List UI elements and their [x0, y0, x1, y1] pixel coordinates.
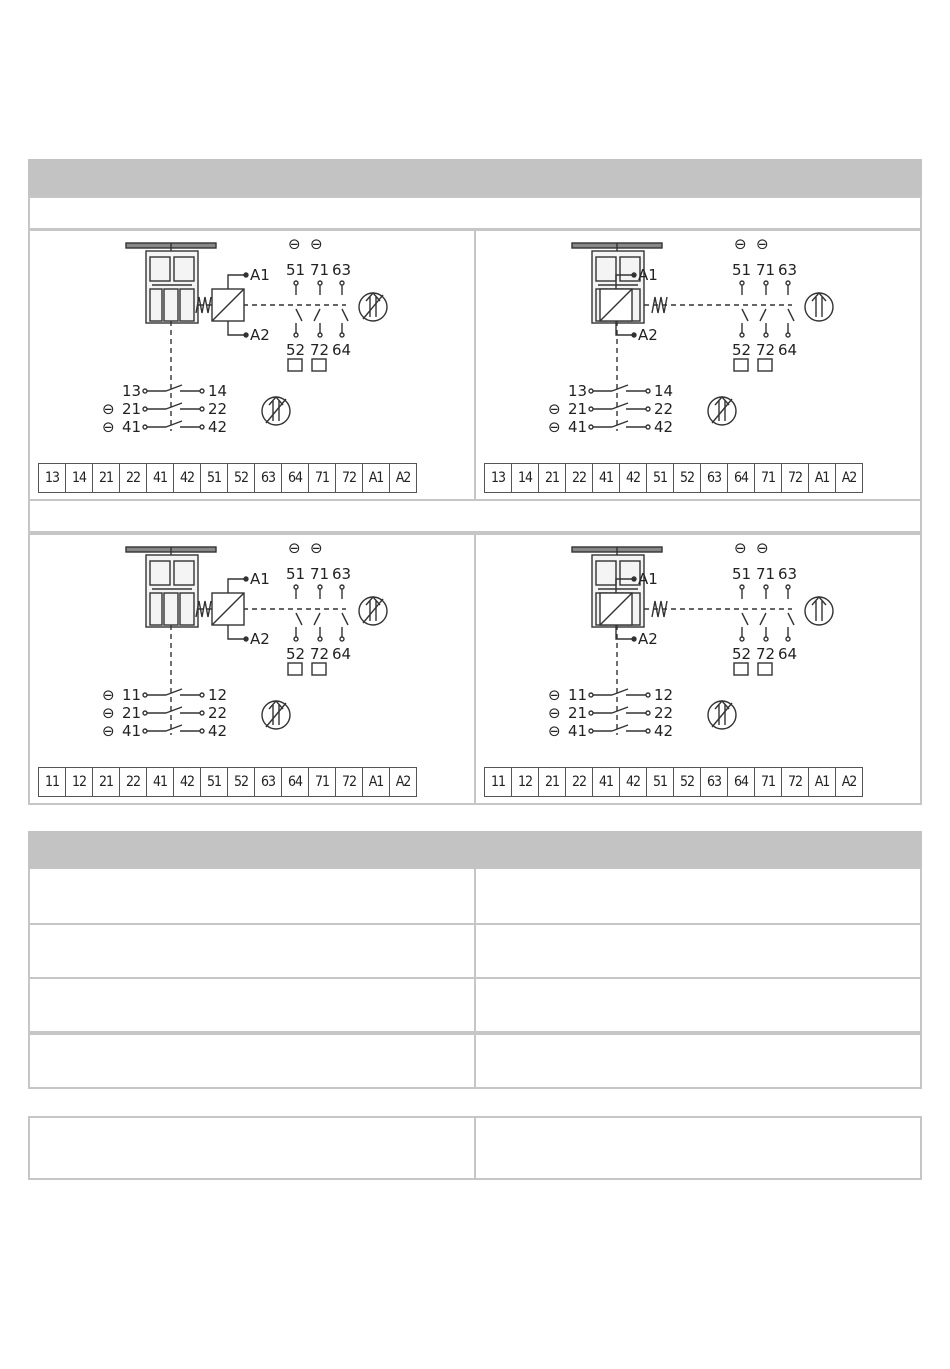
aux-label-bottom: 52 — [732, 645, 752, 663]
terminal-label: 63 — [254, 463, 282, 493]
contact-terminal — [646, 389, 650, 393]
contact-terminal — [646, 729, 650, 733]
terminal-label: 13 — [38, 463, 66, 493]
coil-terminal — [244, 333, 248, 337]
minus-circle-icon: ⊖ — [734, 539, 747, 557]
coil-label-a1: A1 — [250, 570, 270, 588]
terminal-label: A1 — [808, 463, 836, 493]
minus-circle-icon: ⊖ — [548, 418, 561, 436]
aux-terminal — [318, 281, 322, 285]
table-row — [28, 977, 922, 1033]
aux-contact-blade — [742, 613, 748, 625]
terminal-label: A1 — [362, 767, 390, 797]
terminal-label: 52 — [227, 463, 255, 493]
aux-terminal — [764, 333, 768, 337]
contact-type-symbol — [734, 663, 748, 675]
table-cell — [474, 1035, 920, 1087]
coil-lead-a2 — [228, 321, 246, 335]
aux-contact-blade — [314, 613, 320, 625]
direction-symbol-icon — [805, 293, 833, 321]
coil-lead-a1 — [228, 275, 246, 289]
terminal-label: A2 — [835, 463, 863, 493]
aux-terminal — [764, 281, 768, 285]
contact-label-left: 21 — [568, 400, 588, 418]
minus-circle-icon: ⊖ — [102, 418, 115, 436]
terminal-label: 42 — [619, 463, 647, 493]
terminal-label: 63 — [254, 767, 282, 797]
aux-terminal — [786, 333, 790, 337]
coil-label-a2: A2 — [638, 326, 658, 344]
terminal-label: 52 — [673, 767, 701, 797]
aux-terminal — [786, 281, 790, 285]
aux-terminal — [740, 333, 744, 337]
terminal-label: A1 — [808, 767, 836, 797]
terminal-label: 64 — [727, 463, 755, 493]
terminal-label: 21 — [92, 767, 120, 797]
contact-blade — [612, 707, 628, 713]
terminal-label: 21 — [538, 767, 566, 797]
aux-contact-blade — [296, 309, 302, 321]
aux-contact-blade — [296, 613, 302, 625]
contact-blade — [612, 403, 628, 409]
contact-terminal — [143, 425, 147, 429]
terminal-label: 12 — [65, 767, 93, 797]
switch-body — [146, 555, 198, 627]
terminal-label: 72 — [335, 463, 363, 493]
table-row — [28, 1116, 922, 1180]
diagram-cell-3 — [28, 533, 476, 805]
coil-label-a1: A1 — [638, 570, 658, 588]
contact-blade — [166, 689, 182, 695]
contact-label-right: 42 — [208, 418, 228, 436]
coil-terminal — [632, 637, 636, 641]
aux-label-top: 63 — [332, 261, 352, 279]
terminal-label: 13 — [484, 463, 512, 493]
terminal-label: 72 — [335, 767, 363, 797]
table-cell — [30, 869, 474, 923]
contact-terminal — [143, 407, 147, 411]
terminal-strip-4 — [484, 767, 863, 797]
aux-label-bottom: 64 — [332, 341, 352, 359]
contact-type-symbol — [288, 359, 302, 371]
contact-terminal — [589, 425, 593, 429]
contact-terminal — [200, 711, 204, 715]
terminal-label: 52 — [673, 463, 701, 493]
coil-terminal — [632, 273, 636, 277]
aux-label-bottom: 72 — [756, 341, 776, 359]
coil-label-a1: A1 — [638, 266, 658, 284]
terminal-label: 21 — [92, 463, 120, 493]
terminal-strip-1 — [38, 463, 417, 493]
table-cell — [474, 979, 920, 1031]
coil-label-a1: A1 — [250, 266, 270, 284]
diagram-cell-4 — [474, 533, 922, 805]
contact-terminal — [589, 407, 593, 411]
contact-blade — [166, 385, 182, 391]
contact-terminal — [589, 729, 593, 733]
strike-line — [266, 399, 286, 423]
contact-blade — [166, 725, 182, 731]
aux-contact-blade — [742, 309, 748, 321]
contact-terminal — [589, 711, 593, 715]
contact-label-right: 42 — [654, 722, 674, 740]
terminal-label: 41 — [592, 767, 620, 797]
aux-label-bottom: 52 — [732, 341, 752, 359]
terminal-label: A2 — [389, 463, 417, 493]
terminal-label: 41 — [146, 767, 174, 797]
aux-label-top: 51 — [286, 565, 306, 583]
strike-line — [266, 703, 286, 727]
contact-terminal — [143, 693, 147, 697]
minus-circle-icon: ⊖ — [548, 722, 561, 740]
aux-label-top: 63 — [332, 565, 352, 583]
wiring-diagram-3 — [30, 535, 474, 803]
minus-circle-icon: ⊖ — [102, 704, 115, 722]
contact-blade — [612, 689, 628, 695]
terminal-label: 11 — [38, 767, 66, 797]
aux-label-top: 71 — [756, 261, 776, 279]
aux-terminal — [764, 585, 768, 589]
coil-label-a2: A2 — [250, 630, 270, 648]
aux-contact-blade — [342, 613, 348, 625]
section-header-2 — [28, 831, 922, 869]
contact-terminal — [200, 389, 204, 393]
terminal-label: 22 — [119, 463, 147, 493]
contact-label-right: 12 — [208, 686, 228, 704]
contact-terminal — [200, 693, 204, 697]
aux-label-bottom: 72 — [756, 645, 776, 663]
table-cell — [30, 1118, 474, 1178]
strike-line — [363, 295, 383, 319]
direction-symbol-icon — [805, 597, 833, 625]
aux-label-bottom: 52 — [286, 341, 306, 359]
contact-terminal — [143, 711, 147, 715]
contact-label-right: 42 — [208, 722, 228, 740]
strike-line — [712, 399, 732, 423]
terminal-label: 14 — [65, 463, 93, 493]
switch-body — [146, 251, 198, 323]
terminal-label: 41 — [146, 463, 174, 493]
contact-terminal — [589, 693, 593, 697]
aux-terminal — [740, 585, 744, 589]
terminal-label: 51 — [646, 463, 674, 493]
table-cell — [474, 1118, 920, 1178]
coil-lead-a2 — [228, 625, 246, 639]
aux-terminal — [786, 637, 790, 641]
section-header-1 — [28, 159, 922, 197]
table-cell — [30, 979, 474, 1031]
contact-label-right: 22 — [208, 400, 228, 418]
contact-label-left: 41 — [568, 418, 588, 436]
minus-circle-icon: ⊖ — [548, 704, 561, 722]
contact-label-right: 22 — [654, 704, 674, 722]
terminal-label: 51 — [200, 767, 228, 797]
diagram-cell-1 — [28, 229, 476, 501]
terminal-label: 42 — [173, 463, 201, 493]
contact-terminal — [646, 693, 650, 697]
terminal-label: A2 — [389, 767, 417, 797]
terminal-label: 63 — [700, 767, 728, 797]
minus-circle-icon: ⊖ — [756, 235, 769, 253]
contact-blade — [166, 421, 182, 427]
contact-type-symbol — [758, 663, 772, 675]
terminal-strip-3 — [38, 767, 417, 797]
terminal-label: 42 — [173, 767, 201, 797]
contact-label-right: 22 — [208, 704, 228, 722]
aux-label-top: 71 — [310, 261, 330, 279]
terminal-label: 51 — [200, 463, 228, 493]
contact-label-right: 14 — [208, 382, 228, 400]
contact-blade — [612, 421, 628, 427]
contact-blade — [612, 385, 628, 391]
contact-terminal — [200, 729, 204, 733]
subheader-row-2 — [28, 499, 922, 533]
contact-label-left: 11 — [568, 686, 588, 704]
coil-lead-a1 — [228, 579, 246, 593]
terminal-label: 12 — [511, 767, 539, 797]
diagram-cell-2 — [474, 229, 922, 501]
terminal-label: 64 — [281, 463, 309, 493]
aux-terminal — [740, 637, 744, 641]
aux-label-top: 71 — [310, 565, 330, 583]
aux-terminal — [340, 333, 344, 337]
aux-terminal — [740, 281, 744, 285]
aux-label-top: 51 — [732, 261, 752, 279]
terminal-label: 64 — [727, 767, 755, 797]
aux-terminal — [294, 637, 298, 641]
terminal-label: 72 — [781, 463, 809, 493]
minus-circle-icon: ⊖ — [548, 686, 561, 704]
strike-line — [712, 703, 732, 727]
terminal-label: A2 — [835, 767, 863, 797]
contact-terminal — [646, 711, 650, 715]
contact-terminal — [646, 407, 650, 411]
contact-terminal — [143, 729, 147, 733]
terminal-label: 22 — [565, 767, 593, 797]
aux-label-bottom: 72 — [310, 341, 330, 359]
aux-label-top: 51 — [286, 261, 306, 279]
minus-circle-icon: ⊖ — [288, 235, 301, 253]
contact-label-left: 11 — [122, 686, 142, 704]
aux-terminal — [294, 333, 298, 337]
terminal-label: 42 — [619, 767, 647, 797]
minus-circle-icon: ⊖ — [548, 400, 561, 418]
aux-label-bottom: 64 — [778, 341, 798, 359]
minus-circle-icon: ⊖ — [310, 235, 323, 253]
table-cell — [30, 925, 474, 977]
table-row — [28, 1033, 922, 1089]
aux-terminal — [318, 637, 322, 641]
contact-label-left: 21 — [122, 704, 142, 722]
table-cell — [474, 925, 920, 977]
subheader-row-1 — [28, 196, 922, 230]
contact-label-left: 13 — [122, 382, 142, 400]
contact-terminal — [200, 425, 204, 429]
minus-circle-icon: ⊖ — [102, 400, 115, 418]
aux-terminal — [294, 281, 298, 285]
minus-circle-icon: ⊖ — [102, 722, 115, 740]
wiring-diagram-4 — [476, 535, 920, 803]
contact-terminal — [589, 389, 593, 393]
aux-contact-blade — [342, 309, 348, 321]
wiring-diagram-1 — [30, 231, 474, 499]
contact-label-left: 21 — [568, 704, 588, 722]
table-cell — [474, 869, 920, 923]
contact-label-right: 14 — [654, 382, 674, 400]
terminal-label: 21 — [538, 463, 566, 493]
coil-terminal — [244, 273, 248, 277]
aux-terminal — [318, 585, 322, 589]
terminal-label: 22 — [565, 463, 593, 493]
strike-line — [363, 599, 383, 623]
table-cell — [30, 1035, 474, 1087]
minus-circle-icon: ⊖ — [310, 539, 323, 557]
terminal-label: 63 — [700, 463, 728, 493]
minus-circle-icon: ⊖ — [734, 235, 747, 253]
terminal-strip-2 — [484, 463, 863, 493]
aux-terminal — [294, 585, 298, 589]
contact-terminal — [200, 407, 204, 411]
terminal-label: 72 — [781, 767, 809, 797]
contact-type-symbol — [312, 663, 326, 675]
contact-type-symbol — [288, 663, 302, 675]
contact-type-symbol — [758, 359, 772, 371]
contact-terminal — [143, 389, 147, 393]
coil-label-a2: A2 — [638, 630, 658, 648]
contact-label-left: 13 — [568, 382, 588, 400]
wiring-diagram-2 — [476, 231, 920, 499]
terminal-label: 14 — [511, 463, 539, 493]
terminal-label: 71 — [754, 463, 782, 493]
terminal-label: 11 — [484, 767, 512, 797]
aux-label-top: 63 — [778, 261, 798, 279]
contact-label-left: 21 — [122, 400, 142, 418]
terminal-label: A1 — [362, 463, 390, 493]
terminal-label: 51 — [646, 767, 674, 797]
coil-terminal — [632, 333, 636, 337]
aux-terminal — [318, 333, 322, 337]
aux-label-top: 63 — [778, 565, 798, 583]
contact-type-symbol — [734, 359, 748, 371]
contact-blade — [166, 403, 182, 409]
aux-label-bottom: 72 — [310, 645, 330, 663]
contact-label-right: 22 — [654, 400, 674, 418]
aux-contact-blade — [760, 309, 766, 321]
aux-terminal — [340, 281, 344, 285]
aux-label-bottom: 64 — [332, 645, 352, 663]
contact-type-symbol — [312, 359, 326, 371]
contact-blade — [166, 707, 182, 713]
table-row — [28, 923, 922, 979]
aux-contact-blade — [760, 613, 766, 625]
table-row — [28, 869, 922, 925]
terminal-label: 52 — [227, 767, 255, 797]
terminal-label: 71 — [308, 767, 336, 797]
aux-contact-blade — [788, 613, 794, 625]
coil-terminal — [244, 637, 248, 641]
coil-terminal — [244, 577, 248, 581]
minus-circle-icon: ⊖ — [288, 539, 301, 557]
aux-contact-blade — [314, 309, 320, 321]
minus-circle-icon: ⊖ — [756, 539, 769, 557]
aux-terminal — [340, 585, 344, 589]
contact-terminal — [646, 425, 650, 429]
terminal-label: 64 — [281, 767, 309, 797]
coil-terminal — [632, 577, 636, 581]
aux-label-bottom: 64 — [778, 645, 798, 663]
contact-label-left: 41 — [122, 722, 142, 740]
aux-label-bottom: 52 — [286, 645, 306, 663]
aux-terminal — [764, 637, 768, 641]
terminal-label: 71 — [754, 767, 782, 797]
aux-label-top: 51 — [732, 565, 752, 583]
aux-contact-blade — [788, 309, 794, 321]
coil-label-a2: A2 — [250, 326, 270, 344]
contact-label-right: 12 — [654, 686, 674, 704]
aux-terminal — [786, 585, 790, 589]
minus-circle-icon: ⊖ — [102, 686, 115, 704]
aux-label-top: 71 — [756, 565, 776, 583]
aux-terminal — [340, 637, 344, 641]
terminal-label: 22 — [119, 767, 147, 797]
terminal-label: 41 — [592, 463, 620, 493]
contact-label-left: 41 — [568, 722, 588, 740]
contact-blade — [612, 725, 628, 731]
contact-label-left: 41 — [122, 418, 142, 436]
terminal-label: 71 — [308, 463, 336, 493]
contact-label-right: 42 — [654, 418, 674, 436]
